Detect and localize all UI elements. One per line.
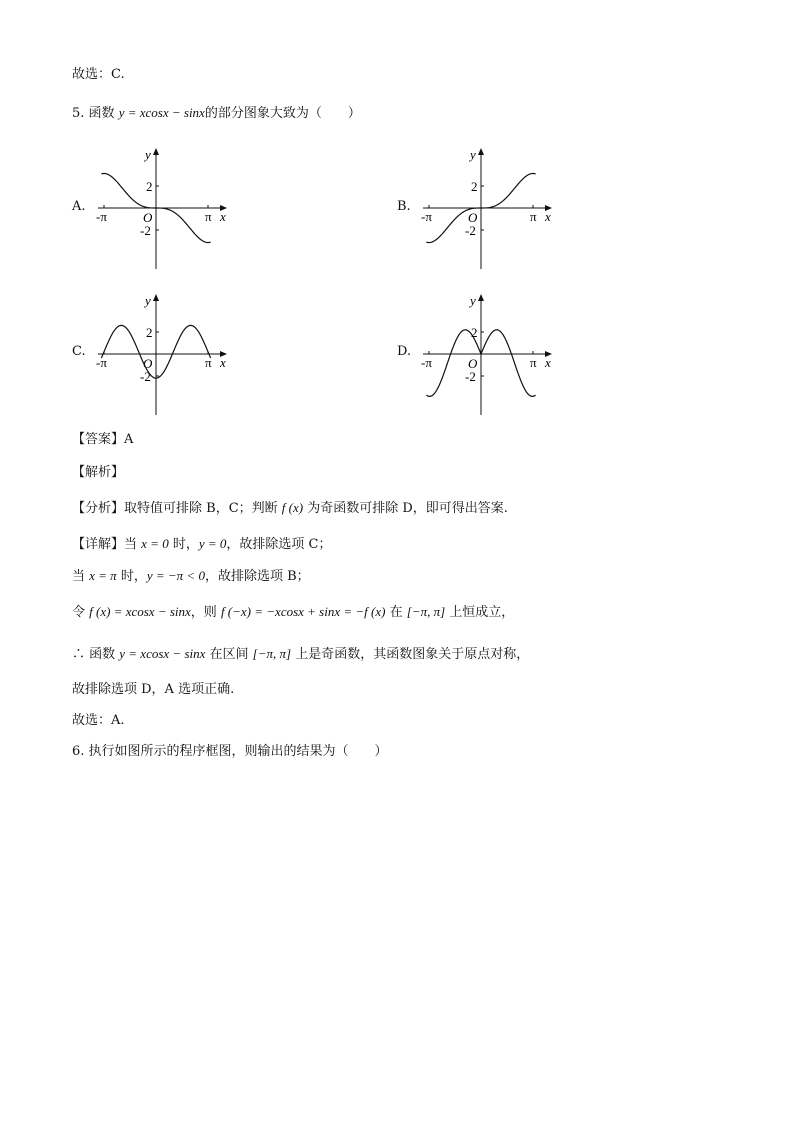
y-axis-label: y — [470, 147, 476, 162]
question-6-text: 执行如图所示的程序框图，则输出的结果为（ ） — [88, 744, 388, 759]
option-b-label: B. — [397, 199, 411, 214]
pi-label: π — [530, 355, 537, 370]
detail-text: ，故排除选项 C； — [226, 537, 332, 552]
option-b-graph — [421, 148, 561, 273]
x-axis-label: x — [220, 209, 226, 224]
y-axis-arrow — [153, 148, 159, 155]
detail-line-3 — [72, 603, 514, 622]
pi-label: π — [530, 209, 537, 224]
option-d-label: D. — [397, 344, 412, 359]
detail-math: x = π — [89, 568, 117, 583]
y-tick-neg2-label: -2 — [140, 369, 151, 384]
detail-text: ∴ 函数 — [72, 647, 120, 662]
final-answer: 故选：A. — [72, 713, 125, 728]
detail-text: 当 — [124, 537, 142, 552]
pi-label: π — [205, 355, 212, 370]
previous-answer: 故选：C. — [72, 67, 125, 82]
detail-math: [−π, π] — [252, 646, 292, 661]
graph-a-svg — [96, 148, 236, 273]
fenxi-fx: f (x) — [281, 500, 304, 515]
y-axis-label: y — [470, 293, 476, 308]
question-number: 6. — [72, 744, 85, 759]
detail-line-2 — [72, 567, 310, 586]
origin-label: O — [143, 210, 153, 225]
detail-text: 在 — [385, 605, 407, 620]
pi-label: π — [205, 209, 212, 224]
detail-text: ，故排除选项 B； — [204, 569, 310, 584]
analysis-tag: 【解析】 — [72, 465, 125, 480]
stem-prefix: 函数 — [88, 106, 115, 121]
y-tick-2-label: 2 — [471, 325, 478, 340]
stem-suffix: 的部分图象大致为（ ） — [204, 106, 361, 121]
neg-pi-label: -π — [421, 355, 432, 370]
y-axis-label: y — [145, 293, 151, 308]
detail-text: ，则 — [190, 605, 221, 620]
x-axis-label: x — [220, 355, 226, 370]
detail-text: 时， — [116, 569, 147, 584]
x-axis-label: x — [545, 209, 551, 224]
option-d-graph — [421, 294, 561, 419]
option-a-graph — [96, 148, 236, 273]
neg-pi-label: -π — [96, 355, 107, 370]
detail-text: 时， — [168, 537, 199, 552]
y-axis-label: y — [145, 147, 151, 162]
y-tick-2-label: 2 — [471, 179, 478, 194]
graph-d-svg — [421, 294, 561, 419]
y-tick-neg2-label: -2 — [465, 223, 476, 238]
origin-label: O — [143, 356, 153, 371]
detail-text: 上是奇函数，其函数图象关于原点对称， — [291, 647, 530, 662]
detail-text: 当 — [72, 569, 90, 584]
graph-b-svg — [421, 148, 561, 273]
fenxi-text-2: 为奇函数可排除 D，即可得出答案. — [303, 501, 508, 516]
detail-math: x = 0 — [141, 536, 169, 551]
detail-math: y = 0 — [198, 536, 227, 551]
y-tick-2-label: 2 — [146, 179, 153, 194]
y-tick-neg2-label: -2 — [465, 369, 476, 384]
detail-math: y = xcosx − sinx — [119, 646, 206, 661]
answer-tag: 【答案】 — [72, 432, 125, 447]
question-5-stem — [72, 104, 361, 123]
neg-pi-label: -π — [96, 209, 107, 224]
y-tick-2-label: 2 — [146, 325, 153, 340]
origin-label: O — [468, 210, 478, 225]
question-6-stem — [72, 743, 388, 761]
detail-text: 在区间 — [205, 647, 253, 662]
option-c-graph — [96, 294, 236, 419]
answer-line — [72, 431, 133, 449]
graph-c-svg — [96, 294, 236, 419]
fenxi-text-1: 取特值可排除 B，C；判断 — [124, 501, 282, 516]
detail-math: f (x) = xcosx − sinx — [89, 604, 191, 619]
detail-math: y = −π < 0 — [146, 568, 205, 583]
fenxi-tag: 【分析】 — [72, 501, 125, 516]
neg-pi-label: -π — [421, 209, 432, 224]
question-number: 5. — [72, 106, 85, 121]
detail-text: 令 — [72, 605, 90, 620]
detail-line-4 — [72, 645, 529, 664]
y-axis-arrow — [153, 294, 159, 301]
detail-math: [−π, π] — [406, 604, 446, 619]
detail-line-5: 故排除选项 D，A 选项正确. — [72, 682, 235, 697]
detail-tag: 【详解】 — [72, 537, 125, 552]
y-axis-arrow — [478, 294, 484, 301]
detail-line-1 — [72, 535, 331, 554]
option-c-label: C. — [72, 344, 86, 359]
y-tick-neg2-label: -2 — [140, 223, 151, 238]
origin-label: O — [468, 356, 478, 371]
option-a-label: A. — [72, 199, 86, 214]
detail-text: 上恒成立， — [445, 605, 515, 620]
fenxi-line — [72, 499, 508, 518]
x-axis-label: x — [545, 355, 551, 370]
stem-formula: y = xcosx − sinx — [118, 105, 205, 120]
detail-math: f (−x) = −xcosx + sinx = −f (x) — [220, 604, 386, 619]
y-axis-arrow — [478, 148, 484, 155]
answer-value: A — [124, 432, 134, 447]
